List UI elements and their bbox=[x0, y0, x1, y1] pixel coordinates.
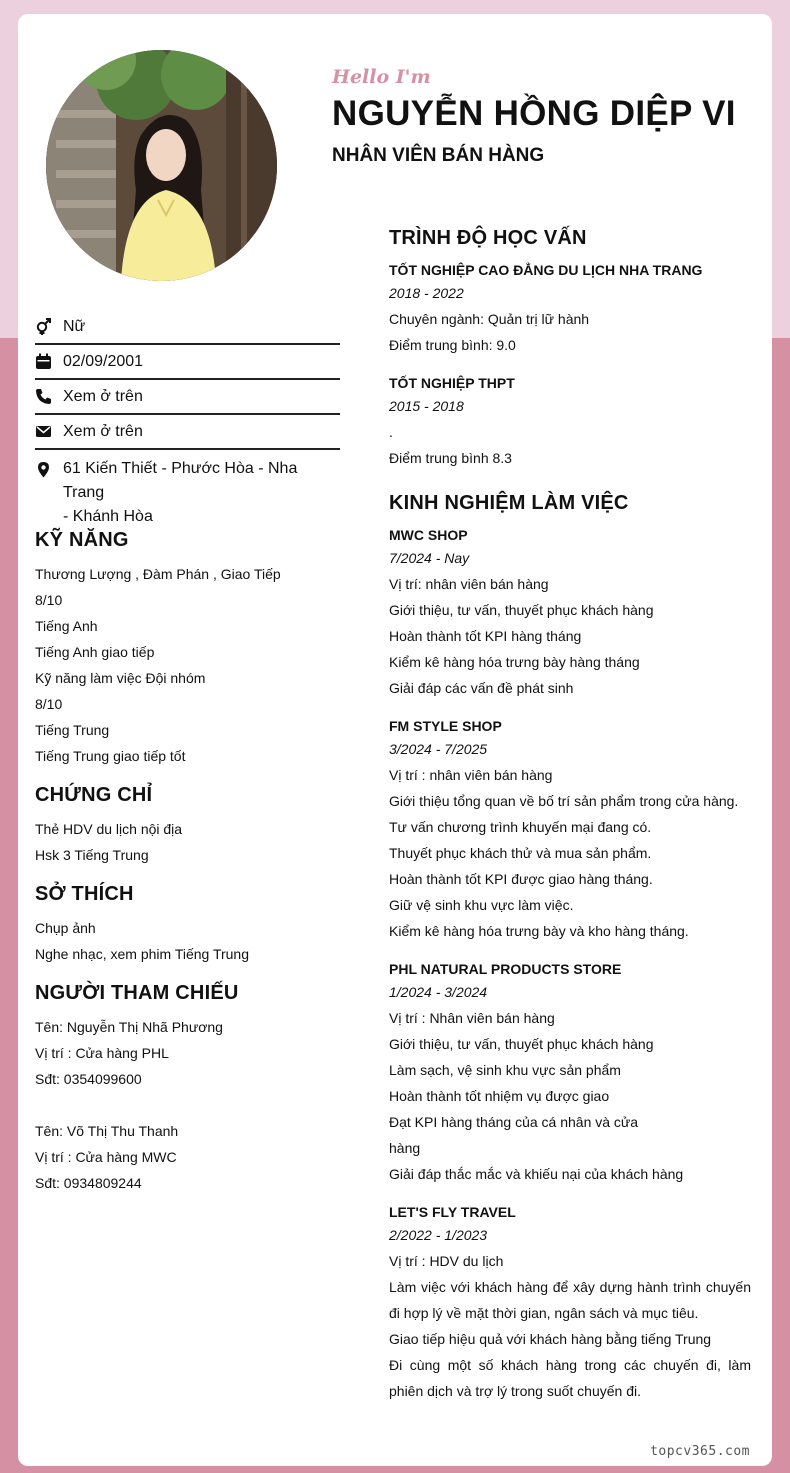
skill-line: 8/10 bbox=[35, 592, 63, 608]
experience-line: Đi cùng một số khách hàng trong các chuyến đi, làm phiên dịch và trợ lý trong suốt chuyến đi. bbox=[389, 1357, 751, 1399]
experience-line: Giới thiệu, tư vấn, thuyết phục khách hàng bbox=[389, 1036, 654, 1052]
experience-line: Giải đáp thắc mắc và khiếu nại của khách hàng bbox=[389, 1166, 684, 1182]
experience-line: Giữ vệ sinh khu vực làm việc. bbox=[389, 897, 574, 913]
email-icon bbox=[35, 423, 52, 440]
contact-gender bbox=[35, 310, 340, 345]
experience-line: hàng bbox=[389, 1140, 421, 1156]
education-heading: TRÌNH ĐỘ HỌC VẤN bbox=[389, 227, 587, 249]
experience-line: Giới thiệu tổng quan về bố trí sản phẩm trong cửa hàng. bbox=[389, 793, 739, 809]
experience-line: Hoàn thành tốt KPI được giao hàng tháng. bbox=[389, 871, 653, 887]
hello-text: Hello I'm bbox=[332, 66, 431, 88]
address-line-1: 61 Kiến Thiết - Phước Hòa - Nha Trang bbox=[63, 460, 298, 501]
certificate-line: Thẻ HDV du lịch nội địa bbox=[35, 821, 183, 837]
skill-line: Tiếng Anh bbox=[35, 618, 98, 634]
reference-line: Vị trí : Cửa hàng MWC bbox=[35, 1149, 177, 1165]
skill-line: 8/10 bbox=[35, 696, 63, 712]
skill-line: Tiếng Anh giao tiếp bbox=[35, 644, 155, 660]
skills-list bbox=[35, 561, 335, 769]
hobbies-heading: SỞ THÍCH bbox=[35, 883, 134, 905]
contact-birthday bbox=[35, 345, 340, 380]
reference-line: Sđt: 0354099600 bbox=[35, 1071, 142, 1087]
experience-company: MWC SHOP bbox=[389, 527, 468, 543]
experience-company: LET'S FLY TRAVEL bbox=[389, 1204, 516, 1220]
certificates-heading: CHỨNG CHỈ bbox=[35, 784, 153, 806]
education-line: . bbox=[389, 424, 393, 440]
job-title: NHÂN VIÊN BÁN HÀNG bbox=[332, 145, 545, 166]
contact-address bbox=[35, 450, 340, 529]
references-list bbox=[35, 1014, 335, 1196]
hobby-line: Chụp ảnh bbox=[35, 920, 96, 936]
education-line: Điểm trung bình 8.3 bbox=[389, 450, 512, 466]
experience-item bbox=[389, 959, 751, 1187]
address-text bbox=[63, 457, 340, 529]
education-item bbox=[389, 260, 751, 358]
contact-phone bbox=[35, 380, 340, 415]
education-item bbox=[389, 373, 751, 471]
location-icon bbox=[35, 461, 52, 478]
profile-photo bbox=[46, 50, 277, 281]
reference-line: Tên: Nguyễn Thị Nhã Phương bbox=[35, 1019, 223, 1035]
experience-line: Làm việc với khách hàng để xây dựng hành trình chuyến đi hợp lý về mặt thời gian, ngân sách và mục tiêu. bbox=[389, 1279, 751, 1321]
education-date: 2015 - 2018 bbox=[389, 398, 464, 414]
education-line: Chuyên ngành: Quản trị lữ hành bbox=[389, 311, 590, 327]
skill-line: Tiếng Trung giao tiếp tốt bbox=[35, 748, 186, 764]
experience-line: Hoàn thành tốt nhiệm vụ được giao bbox=[389, 1088, 610, 1104]
experience-date: 2/2022 - 1/2023 bbox=[389, 1227, 488, 1243]
experience-line: Kiểm kê hàng hóa trưng bày hàng tháng bbox=[389, 654, 640, 670]
experience-company: PHL NATURAL PRODUCTS STORE bbox=[389, 961, 622, 977]
reference-line: Vị trí : Cửa hàng PHL bbox=[35, 1045, 169, 1061]
experience-line: Thuyết phục khách thử và mua sản phẩm. bbox=[389, 845, 652, 861]
experience-item bbox=[389, 525, 751, 701]
experience-line: Vị trí: nhân viên bán hàng bbox=[389, 576, 549, 592]
skill-line: Thương Lượng , Đàm Phán , Giao Tiếp bbox=[35, 566, 281, 582]
experience-item bbox=[389, 716, 751, 944]
calendar-icon bbox=[35, 353, 52, 370]
reference-line: Tên: Võ Thị Thu Thanh bbox=[35, 1123, 179, 1139]
birthday-text: 02/09/2001 bbox=[63, 352, 144, 370]
education-date: 2018 - 2022 bbox=[389, 285, 464, 301]
experience-date: 1/2024 - 3/2024 bbox=[389, 984, 488, 1000]
experience-line: Tư vấn chương trình khuyến mại đang có. bbox=[389, 819, 652, 835]
experience-line: Đạt KPI hàng tháng của cá nhân và cửa bbox=[389, 1114, 639, 1130]
hobby-line: Nghe nhạc, xem phim Tiếng Trung bbox=[35, 946, 250, 962]
certificates-list bbox=[35, 816, 335, 868]
education-title: TỐT NGHIỆP THPT bbox=[389, 375, 515, 391]
experience-line: Giải đáp các vấn đề phát sinh bbox=[389, 680, 574, 696]
education-title: TỐT NGHIỆP CAO ĐẲNG DU LỊCH NHA TRANG bbox=[389, 262, 703, 278]
candidate-name: NGUYỄN HỒNG DIỆP VI bbox=[332, 94, 736, 133]
experience-line: Kiểm kê hàng hóa trưng bày và kho hàng tháng. bbox=[389, 923, 689, 939]
email-text: Xem ở trên bbox=[63, 422, 143, 440]
experience-line: Làm sạch, vệ sinh khu vực sản phẩm bbox=[389, 1062, 621, 1078]
experience-line: Vị trí : nhân viên bán hàng bbox=[389, 767, 553, 783]
skill-line: Tiếng Trung bbox=[35, 722, 110, 738]
experience-line: Vị trí : Nhân viên bán hàng bbox=[389, 1010, 555, 1026]
experience-item bbox=[389, 1202, 751, 1404]
experience-heading: KINH NGHIỆM LÀM VIỆC bbox=[389, 492, 629, 514]
gender-text: Nữ bbox=[63, 317, 86, 335]
contact-list bbox=[35, 310, 340, 529]
experience-line: Giao tiếp hiệu quả với khách hàng bằng tiếng Trung bbox=[389, 1331, 712, 1347]
hobbies-list bbox=[35, 915, 335, 967]
references-heading: NGƯỜI THAM CHIẾU bbox=[35, 982, 239, 1004]
experience-company: FM STYLE SHOP bbox=[389, 718, 502, 734]
footer-watermark: topcv365.com bbox=[650, 1444, 750, 1459]
phone-icon bbox=[35, 388, 52, 405]
experience-line: Vị trí : HDV du lịch bbox=[389, 1253, 504, 1269]
skill-line: Kỹ năng làm việc Đội nhóm bbox=[35, 670, 206, 686]
certificate-line: Hsk 3 Tiếng Trung bbox=[35, 847, 149, 863]
reference-spacer bbox=[35, 1092, 335, 1118]
phone-text: Xem ở trên bbox=[63, 387, 143, 405]
experience-date: 3/2024 - 7/2025 bbox=[389, 741, 488, 757]
gender-icon bbox=[35, 318, 52, 335]
education-line: Điểm trung bình: 9.0 bbox=[389, 337, 516, 353]
contact-email bbox=[35, 415, 340, 450]
address-line-2: - Khánh Hòa bbox=[63, 508, 153, 525]
skills-heading: KỸ NĂNG bbox=[35, 529, 129, 551]
experience-line: Giới thiệu, tư vấn, thuyết phục khách hàng bbox=[389, 602, 654, 618]
experience-line: Hoàn thành tốt KPI hàng tháng bbox=[389, 628, 582, 644]
resume-card bbox=[18, 14, 772, 1466]
experience-date: 7/2024 - Nay bbox=[389, 550, 470, 566]
reference-line: Sđt: 0934809244 bbox=[35, 1175, 142, 1191]
